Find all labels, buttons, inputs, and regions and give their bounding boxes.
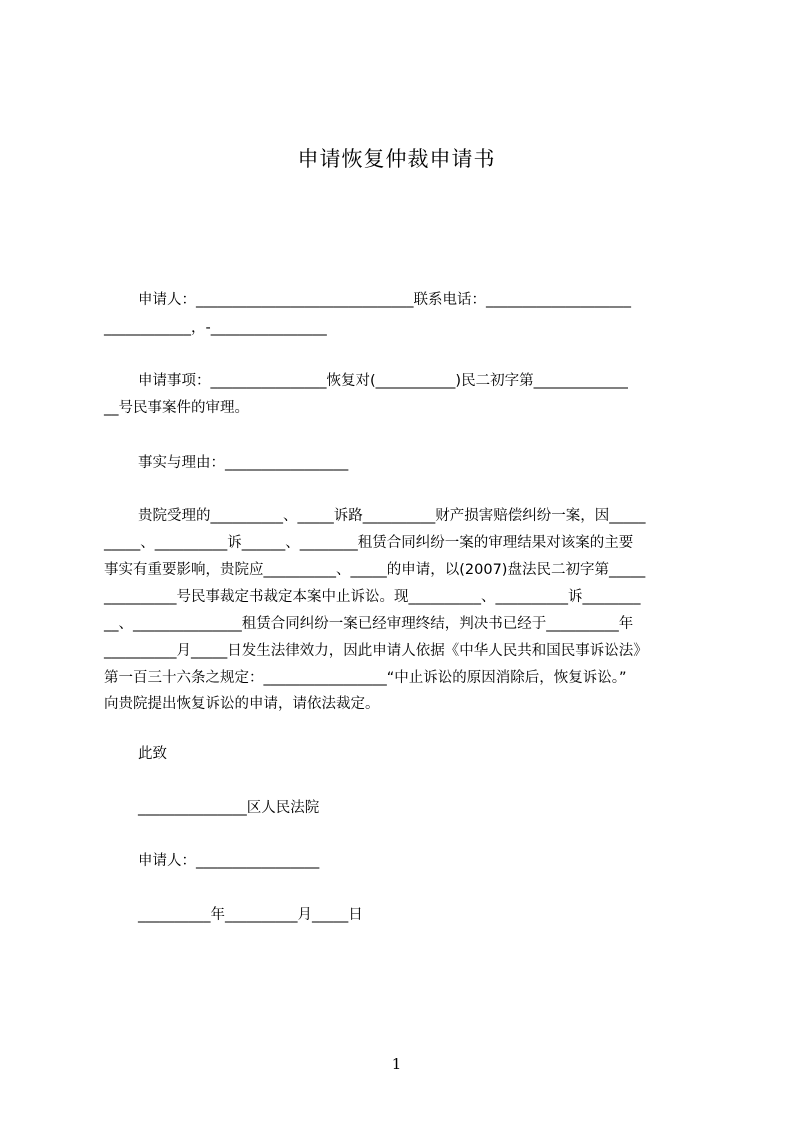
facts-heading: 事实与理由：_________________ (138, 455, 349, 471)
matter-line-2: __号民事案件的审理。 (104, 400, 249, 416)
salutation: 此致 (138, 746, 167, 762)
body-line: __________号民事裁定书裁定本案中止诉讼。现__________、__________诉________ (104, 589, 641, 605)
body-line: 贵院受理的__________、_____诉路__________财产损害赔偿纠纷一案，因_____ (138, 508, 646, 524)
date-line: __________年__________月_____日 (138, 907, 363, 923)
applicant-line-1: 申请人：______________________________联系电话：____________________ (138, 292, 631, 308)
body-line: 第一百三十六条之规定：_________________“中止诉讼的原因消除后，恢复诉讼。” (104, 670, 627, 686)
signature-line: 申请人：_________________ (138, 853, 320, 869)
court-line: _______________区人民法院 (138, 800, 320, 816)
applicant-line-2: ____________，-________________ (104, 320, 327, 336)
page-number: 1 (391, 1055, 402, 1073)
body-line: 事实有重要影响，贵院应__________、_____的申请，以(2007)盘法民二初字第_____ (104, 562, 646, 578)
matter-line-1: 申请事项：________________恢复对(___________)民二初字第_____________ (138, 373, 628, 389)
document-title: 申请恢复仲裁申请书 (297, 147, 496, 171)
body-line: __________月_____日发生法律效力，因此申请人依据《中华人民共和国民事诉讼法》 (104, 643, 648, 659)
body-line: 向贵院提出恢复诉讼的申请，请依法裁定。 (104, 696, 380, 712)
body-line: __、_______________租赁合同纠纷一案已经审理终结，判决书已经于__________年 (104, 616, 634, 632)
body-line: _____、__________诉______、________租赁合同纠纷一案的审理结果对该案的主要 (104, 535, 634, 551)
